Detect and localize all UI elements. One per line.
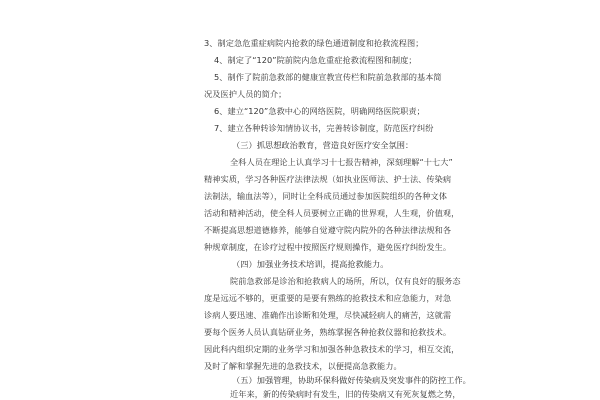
paragraph-line: 因此科内组织定期的业务学习和加强各种急救技术的学习，相互交流， — [204, 344, 460, 354]
paragraph-line: 院前急救部是诊治和抢救病人的场所，所以，仅有良好的服务态 — [230, 276, 461, 286]
paragraph-line: 不断提高思想道德修养，能够自觉遵守院内院外的各种法律法规和各 — [204, 225, 452, 235]
section-heading-5: （五）加强管理，协助环保科做好传染病及突发事件的防控工作。 — [232, 375, 471, 385]
list-item-5: 5、制作了院前急救部的健康宣教宣传栏和院前急救部的基本简 — [214, 72, 442, 82]
paragraph-line: 要每个医务人员认真钻研业务，熟练掌握各种抢救仪器和抢救技术。 — [204, 327, 452, 337]
list-item-4: 4、制定了“120”院前院内急危重症抢救流程图和制度； — [214, 55, 417, 65]
paragraph-line: 种规章制度，在诊疗过程中按照医疗规则操作，避免医疗纠纷发生。 — [204, 242, 452, 252]
section-heading-4: （四）加强业务技术培训，提高抢救能力。 — [232, 259, 389, 269]
paragraph-line: 及时了解和掌握先进的急救技术，以便提高急救能力。 — [204, 361, 402, 371]
paragraph-line: 法制法，输血法等），同时让全科成员通过参加医院组织的各种文体 — [204, 191, 448, 201]
paragraph-line: 活动和精神活动，使全科人员要树立正确的世界观，人生观，价值观， — [204, 208, 460, 218]
section-heading-3: （三）抓思想政治教育，营造良好医疗安全氛围： — [232, 140, 414, 150]
paragraph-line: 近年来，新的传染病时有发生，旧的传染病又有死灰复燃之势， — [230, 389, 461, 399]
list-item-3: 3、制定急危重症病院内抢救的绿色通道制度和抢救流程图； — [204, 38, 424, 48]
list-item-5-continuation: 况及医护人员的简介； — [204, 89, 287, 99]
paragraph-line: 度是远远不够的，更重要的是要有熟练的抢救技术和应急能力，对急 — [204, 293, 452, 303]
paragraph-line: 全科人员在理论上认真学习十七报告精神，深刻理解“十七大” — [230, 157, 453, 167]
paragraph-line: 诊病人要迅速、准确作出诊断和处理，尽快减轻病人的痛苦，这就需 — [204, 310, 452, 320]
list-item-7: 7、建立各种转诊知情协议书，完善转诊制度，防范医疗纠纷 — [214, 123, 434, 133]
list-item-6: 6、建立“120”急救中心的网络医院，明确网络医院职责； — [214, 106, 425, 116]
paragraph-line: 精神实质，学习各种医疗法律法规（如执业医师法、护士法、传染病 — [204, 174, 452, 184]
